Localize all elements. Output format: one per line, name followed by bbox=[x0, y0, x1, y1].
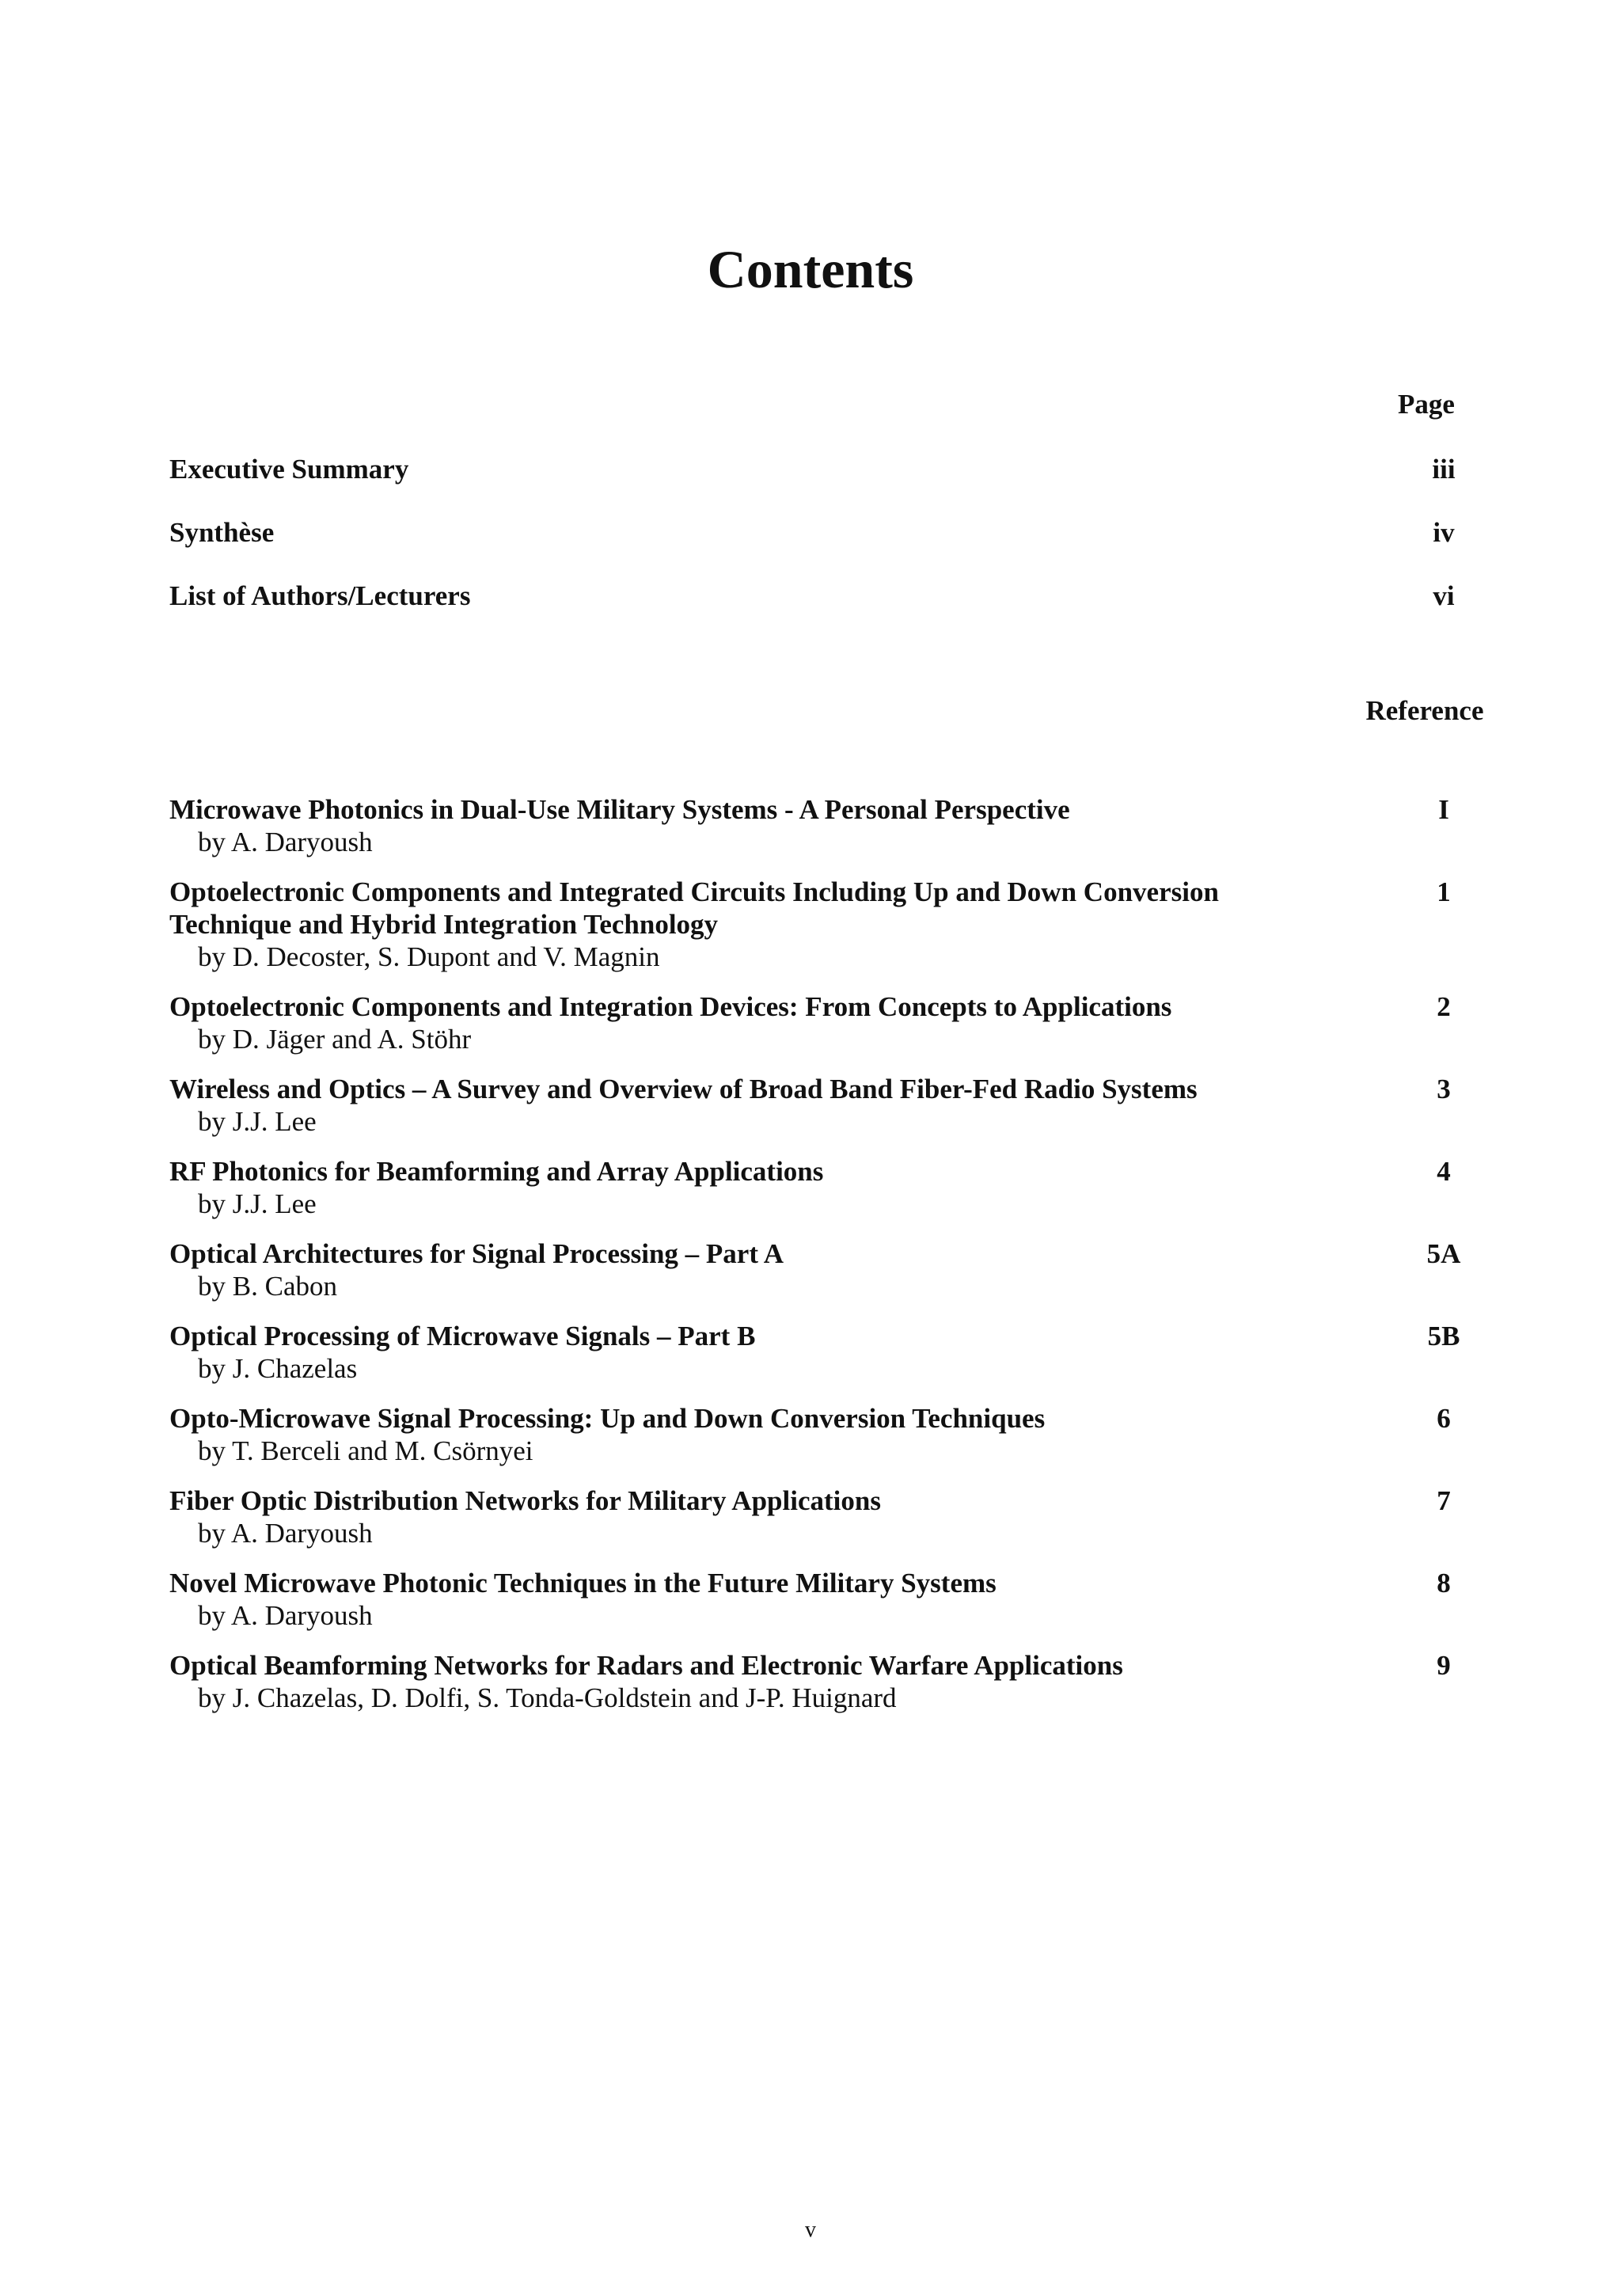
entry-title: Fiber Optic Distribution Networks for Military Applications bbox=[169, 1485, 881, 1516]
entry-author: by A. Daryoush bbox=[198, 1600, 373, 1631]
page-number: v bbox=[805, 2218, 816, 2242]
entry-author: by A. Daryoush bbox=[198, 827, 373, 857]
page-title: Contents bbox=[707, 239, 914, 299]
entry-reference: 3 bbox=[1437, 1074, 1451, 1104]
entry-title: Optoelectronic Components and Integration Devices: From Concepts to Applications bbox=[169, 991, 1172, 1022]
contents-entry[interactable] bbox=[169, 1320, 1491, 1385]
front-matter-row[interactable] bbox=[169, 579, 1491, 614]
entry-title: Microwave Photonics in Dual-Use Military Systems - A Personal Perspective bbox=[169, 794, 1070, 825]
front-matter-label: List of Authors/Lecturers bbox=[169, 580, 471, 611]
front-matter-page: vi bbox=[1433, 580, 1455, 611]
entry-title: Optoelectronic Components and Integrated Circuits Including Up and Down Conversion Technique and Hybrid Integration Technology bbox=[169, 876, 1219, 940]
front-matter-label: Executive Summary bbox=[169, 454, 409, 485]
entry-author: by D. Decoster, S. Dupont and V. Magnin bbox=[198, 941, 660, 972]
entry-title: RF Photonics for Beamforming and Array Applications bbox=[169, 1156, 824, 1187]
entry-reference: 2 bbox=[1437, 991, 1451, 1022]
entry-reference: 6 bbox=[1437, 1403, 1451, 1434]
entry-title: Opto-Microwave Signal Processing: Up and Down Conversion Techniques bbox=[169, 1403, 1046, 1434]
entry-author: by B. Cabon bbox=[198, 1271, 337, 1302]
entry-title: Wireless and Optics – A Survey and Overview of Broad Band Fiber-Fed Radio Systems bbox=[169, 1074, 1198, 1104]
reference-column-heading: Reference bbox=[1365, 695, 1484, 726]
entry-author: by J.J. Lee bbox=[198, 1106, 317, 1137]
contents-entry[interactable] bbox=[169, 1567, 1491, 1632]
entry-title: Optical Processing of Microwave Signals – Part B bbox=[169, 1321, 756, 1351]
entry-title: Optical Architectures for Signal Processing – Part A bbox=[169, 1238, 784, 1269]
entry-author: by J. Chazelas bbox=[198, 1353, 358, 1384]
entry-title: Novel Microwave Photonic Techniques in the Future Military Systems bbox=[169, 1568, 997, 1598]
entry-author: by A. Daryoush bbox=[198, 1518, 373, 1549]
entry-reference: 1 bbox=[1437, 876, 1451, 907]
contents-entry[interactable] bbox=[169, 1237, 1491, 1302]
entry-reference: 9 bbox=[1437, 1650, 1451, 1681]
contents-entry[interactable] bbox=[169, 1155, 1491, 1220]
entry-author: by D. Jäger and A. Stöhr bbox=[198, 1024, 472, 1055]
contents-entry[interactable] bbox=[169, 876, 1491, 973]
entry-reference: I bbox=[1438, 794, 1449, 825]
contents-entry[interactable] bbox=[169, 990, 1491, 1055]
contents-entry[interactable] bbox=[169, 793, 1491, 858]
contents-entry[interactable] bbox=[169, 1073, 1491, 1138]
entry-reference: 4 bbox=[1437, 1156, 1451, 1187]
entry-author: by J.J. Lee bbox=[198, 1188, 317, 1219]
entry-reference: 5A bbox=[1426, 1238, 1461, 1269]
contents-entry[interactable] bbox=[169, 1484, 1491, 1549]
front-matter-row[interactable] bbox=[169, 452, 1491, 487]
entry-reference: 7 bbox=[1437, 1485, 1451, 1516]
entry-author: by T. Berceli and M. Csörnyei bbox=[198, 1435, 533, 1466]
entry-author: by J. Chazelas, D. Dolfi, S. Tonda-Goldstein and J-P. Huignard bbox=[198, 1682, 897, 1713]
entry-reference: 5B bbox=[1427, 1321, 1460, 1351]
front-matter-page: iii bbox=[1432, 454, 1456, 485]
front-matter-row[interactable] bbox=[169, 515, 1491, 550]
entry-reference: 8 bbox=[1437, 1568, 1451, 1598]
entry-title: Optical Beamforming Networks for Radars and Electronic Warfare Applications bbox=[169, 1650, 1123, 1681]
contents-entry[interactable] bbox=[169, 1402, 1491, 1467]
page-column-heading: Page bbox=[1398, 389, 1455, 420]
front-matter-page: iv bbox=[1433, 517, 1455, 548]
contents-entry[interactable] bbox=[169, 1649, 1491, 1714]
front-matter-label: Synthèse bbox=[169, 517, 275, 548]
